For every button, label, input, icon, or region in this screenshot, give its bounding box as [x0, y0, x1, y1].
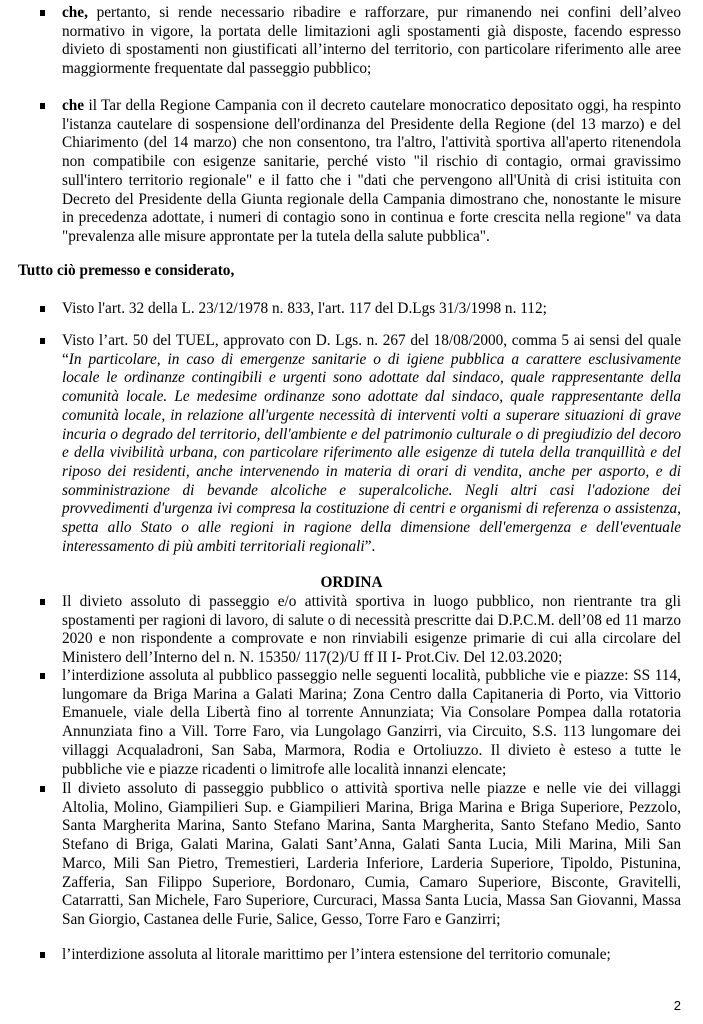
consideration-item [62, 300, 681, 319]
order-title: ORDINA [320, 574, 383, 591]
premise-lead: che, [62, 4, 88, 21]
order-text: Il divieto assoluto di passeggio pubblico o attività sportiva nelle piazze e nelle vie dei villaggi Altolia, Molino, Giampilieri Sup. e Giampilieri Marina, Briga Marina e Briga Superiore, Pezzolo, Santa Margherita Marina, Santo Stefano Marina, Santa Margherita, Santo Stefano Medio, Santo Stefano di Briga, Galati Marina, Galati Sant’Anna, Galati Santa Lucia, Mili Marina, Mili San Marco, Mili San Pietro, Tremestieri, Larderia Inferiore, Larderia Superiore, Tipoldo, Pistunina, Zafferia, San Filippo Superiore, Bordonaro, Cumia, Camaro Superiore, Bisconte, Gravitelli, Catarratti, San Michele, Faro Superiore, Curcuraci, Massa Santa Lucia, Massa San Giovanni, Massa San Giorgio, Castanea delle Furie, Salice, Gesso, Torre Faro e Ganzirri; [62, 780, 681, 928]
page-number: 2 [673, 998, 681, 1014]
order-item [62, 667, 681, 779]
premise-item [62, 97, 681, 247]
order-text: Il divieto assoluto di passeggio e/o attività sportiva in luogo pubblico, non rientrante tra gli spostamenti per ragioni di lavoro, di salute o di necessità prescritte dai D.P.C.M. dell’08 ed 11 marzo 2020 e non rispondente a comprovate e non rinviabili esigenze primarie di cui alla circolare del Ministero dell’Interno del n. N. 15350/ 117(2)/U ff II I- Prot.Civ. Del 12.03.2020; [62, 593, 681, 667]
quoted-law-text: In particolare, in caso di emergenze sanitarie o di igiene pubblica a carattere esclusivamente locale le ordinanze contingibili e urgenti sono adottate dal sindaco, quale rappresentante della comunità locale. Le medesime ordinanze sono adottate dal sindaco, quale rappresentante della comunità locale, in relazione all'urgente necessità di interventi volti a superare situazioni di grave incuria o degrado del territorio, dell'ambiente e del patrimonio culturale o di pregiudizio del decoro e della vivibilità urbana, con particolare riferimento alle esigenze di tutela della tranquillità e del riposo dei residenti, anche intervenendo in materia di orari di vendita, anche per asporto, e di somministrazione di bevande alcoliche e superalcoliche. Negli altri casi l'adozione dei provvedimenti d'urgenza ivi compresa la costituzione di centri e organismi di referenza o assistenza, spetta allo Stato o alle regioni in ragione della dimensione dell'emergenza e dell'eventuale interessamento di più ambiti territoriali regionali [62, 350, 681, 555]
premise-text: il Tar della Regione Campania con il decreto cautelare monocratico depositato oggi, ha respinto l'istanza cautelare di sospensione dell'ordinanza del Presidente della Regione (del 13 marzo) e del Chiarimento (del 14 marzo) che non consentono, tra l'altro, l'attività sportiva all'aperto ritenendola non compatibile con esigenze sanitarie, perché visto "il rischio di contagio, ormai gravissimo sull'intero territorio regionale" e il fatto che i "dati che pervengono all'Unità di crisi istituita con Decreto del Presidente della Giunta regionale della Campania dimostrano che, nonostante le misure in precedenza adottate, i numeri di contagio sono in continua e forte crescita nella regione" va data "prevalenza alle misure approntate per la tutela della salute pubblica". [62, 97, 681, 245]
premise-lead: che [62, 97, 85, 114]
premise-text: pertanto, si rende necessario ribadire e rafforzare, pur rimanendo nei confini dell’alveo normativo in vigore, la portata delle limitazioni agli spostamenti già disposte, facendo espresso divieto di spostamenti non giustificati all’interno del territorio, con particolare riferimento alle aree maggiormente frequentate dal passeggio pubblico; [62, 4, 681, 78]
consideration-text: Visto l’art. 50 del TUEL, approvato con D. Lgs. n. 267 del 18/08/2000, comma 5 ai sensi del quale “ [62, 332, 681, 368]
order-item [62, 593, 681, 668]
premise-item [62, 4, 681, 79]
order-item [62, 946, 681, 965]
section-heading: Tutto ciò premesso e considerato, [18, 262, 235, 279]
quote-close: ”. [364, 537, 376, 555]
order-text: l’interdizione assoluta al pubblico passeggio nelle seguenti località, pubbliche vie e piazze: SS 114, lungomare da Briga Marina a Galati Marina; Zona Centro dalla Capitaneria di Porto, via Vittorio Emanuele, viale della Libertà fino al torrente Annunziata; Via Consolare Pompea dalla rotatoria Annunziata fino a Vill. Torre Faro, via Lungolago Ganzirri, via Circuito, S.S. 113 lungomare dei villaggi Acqualadroni, San Saba, Marmora, Rodia e Ortoliuzzo. Il divieto è esteso a tutte le pubbliche vie e piazze ricadenti o limitrofe alle località innanzi elencate; [62, 667, 681, 778]
order-text: l’interdizione assoluta al litorale marittimo per l’intera estensione del territorio comunale; [62, 946, 611, 963]
consideration-item [62, 332, 681, 556]
order-item [62, 780, 681, 930]
consideration-text: Visto l'art. 32 della L. 23/12/1978 n. 833, l'art. 117 del D.Lgs 31/3/1998 n. 112; [62, 300, 547, 317]
